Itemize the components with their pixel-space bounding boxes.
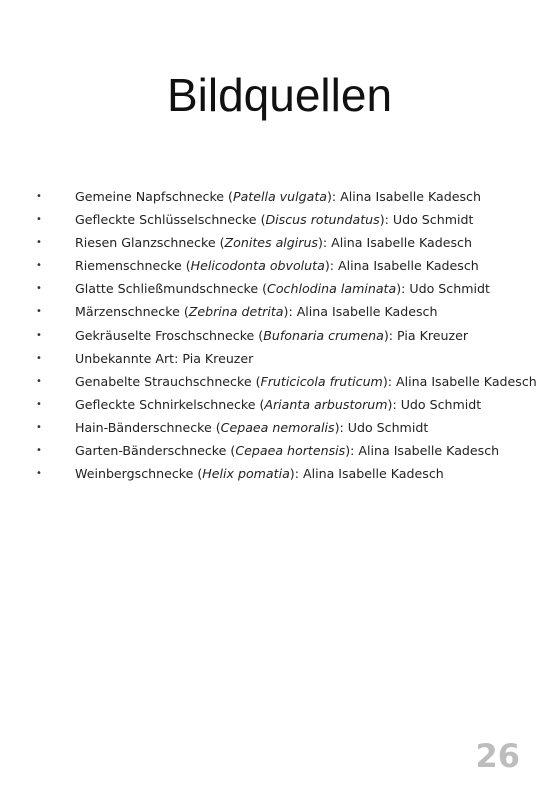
species-latin-name: Helix pomatia <box>202 466 290 482</box>
species-common-name: Gefleckte Schlüsselschnecke <box>75 212 257 228</box>
credit-item: • Gefleckte Schlüsselschnecke (Discus rotundatus): Udo Schmidt <box>36 212 474 228</box>
species-latin-name: Zonites algirus <box>224 235 318 251</box>
species-common-name: Weinbergschnecke <box>75 466 194 482</box>
credit-item: • Glatte Schließmundschnecke (Cochlodina laminata): Udo Schmidt <box>36 281 490 297</box>
bullet-icon: • <box>36 237 42 249</box>
photo-credit: Udo Schmidt <box>347 419 429 435</box>
credit-item: • Riesen Glanzschnecke (Zonites algirus): Alina Isabelle Kadesch <box>36 235 472 251</box>
species-latin-name: Cochlodina laminata <box>267 281 397 297</box>
page-number: 26 <box>475 737 520 775</box>
photo-credit: Alina Isabelle Kadesch <box>396 373 537 389</box>
credit-item: • Genabelte Strauchschnecke (Fruticicola fruticum): Alina Isabelle Kadesch <box>36 373 537 389</box>
credit-item: • Hain-Bänderschnecke (Cepaea nemoralis): Udo Schmidt <box>36 419 429 435</box>
species-common-name: Genabelte Strauchschnecke <box>75 373 252 389</box>
species-common-name: Garten-Bänderschnecke <box>75 443 227 459</box>
credit-item: • Weinbergschnecke (Helix pomatia): Alina Isabelle Kadesch <box>36 466 444 482</box>
species-common-name: Riesen Glanzschnecke <box>75 235 216 251</box>
credit-item: • Gemeine Napfschnecke (Patella vulgata): Alina Isabelle Kadesch <box>36 189 481 204</box>
photo-credit: Pia Kreuzer <box>397 327 469 343</box>
species-latin-name: Arianta arbustorum <box>264 396 388 412</box>
species-latin-name: Bufonaria crumena <box>263 327 384 343</box>
credit-item: • Riemenschnecke (Helicodonta obvoluta): Alina Isabelle Kadesch <box>36 258 479 274</box>
species-latin-name: Patella vulgata <box>232 189 327 204</box>
species-common-name: Gefleckte Schnirkelschnecke <box>75 396 256 412</box>
species-common-name: Märzenschnecke <box>75 304 180 320</box>
bullet-icon: • <box>36 283 42 295</box>
photo-credit: Alina Isabelle Kadesch <box>338 258 479 274</box>
species-latin-name: Discus rotundatus <box>265 212 380 228</box>
credit-item: • Märzenschnecke (Zebrina detrita): Alina Isabelle Kadesch <box>36 304 438 320</box>
species-latin-name: Fruticicola fruticum <box>260 373 383 389</box>
photo-credit: Udo Schmidt <box>400 396 482 412</box>
bullet-icon: • <box>36 468 42 480</box>
photo-credit: Alina Isabelle Kadesch <box>340 189 481 204</box>
photo-credit: Alina Isabelle Kadesch <box>358 443 500 459</box>
species-common-name: Unbekannte Art <box>75 350 175 366</box>
bullet-icon: • <box>36 306 42 318</box>
bullet-icon: • <box>36 214 42 226</box>
species-common-name: Hain-Bänderschnecke <box>75 419 212 435</box>
species-common-name: Gemeine Napfschnecke <box>75 189 225 204</box>
bullet-icon: • <box>36 421 42 433</box>
bullet-icon: • <box>36 260 42 272</box>
bullet-icon: • <box>36 445 42 457</box>
bullet-icon: • <box>36 375 42 387</box>
bullet-icon: • <box>36 329 42 341</box>
species-common-name: Glatte Schließmundschnecke <box>75 281 263 297</box>
credit-item: • Gefleckte Schnirkelschnecke (Arianta arbustorum): Udo Schmidt <box>36 396 482 412</box>
photo-credit: Pia Kreuzer <box>182 350 254 366</box>
photo-credit: Alina Isabelle Kadesch <box>302 466 444 482</box>
species-latin-name: Cepaea nemoralis <box>220 419 335 435</box>
page-title: Bildquellen <box>166 69 393 121</box>
species-latin-name: Cepaea hortensis <box>235 443 346 459</box>
photo-credit: Alina Isabelle Kadesch <box>331 235 472 251</box>
photo-credit: Udo Schmidt <box>409 281 490 297</box>
image-credit-list <box>36 189 541 489</box>
credit-item: • Unbekannte Art: Pia Kreuzer <box>36 350 254 366</box>
species-latin-name: Helicodonta obvoluta <box>190 258 325 274</box>
photo-credit: Udo Schmidt <box>392 212 474 228</box>
bullet-icon: • <box>36 191 42 202</box>
species-latin-name: Zebrina detrita <box>188 304 284 320</box>
photo-credit: Alina Isabelle Kadesch <box>296 304 438 320</box>
bullet-icon: • <box>36 352 42 364</box>
species-common-name: Riemenschnecke <box>75 258 182 274</box>
bullet-icon: • <box>36 398 42 410</box>
credit-item: • Garten-Bänderschnecke (Cepaea hortensis): Alina Isabelle Kadesch <box>36 443 500 459</box>
credit-item: • Gekräuselte Froschschnecke (Bufonaria crumena): Pia Kreuzer <box>36 327 469 343</box>
species-common-name: Gekräuselte Froschschnecke <box>75 327 255 343</box>
